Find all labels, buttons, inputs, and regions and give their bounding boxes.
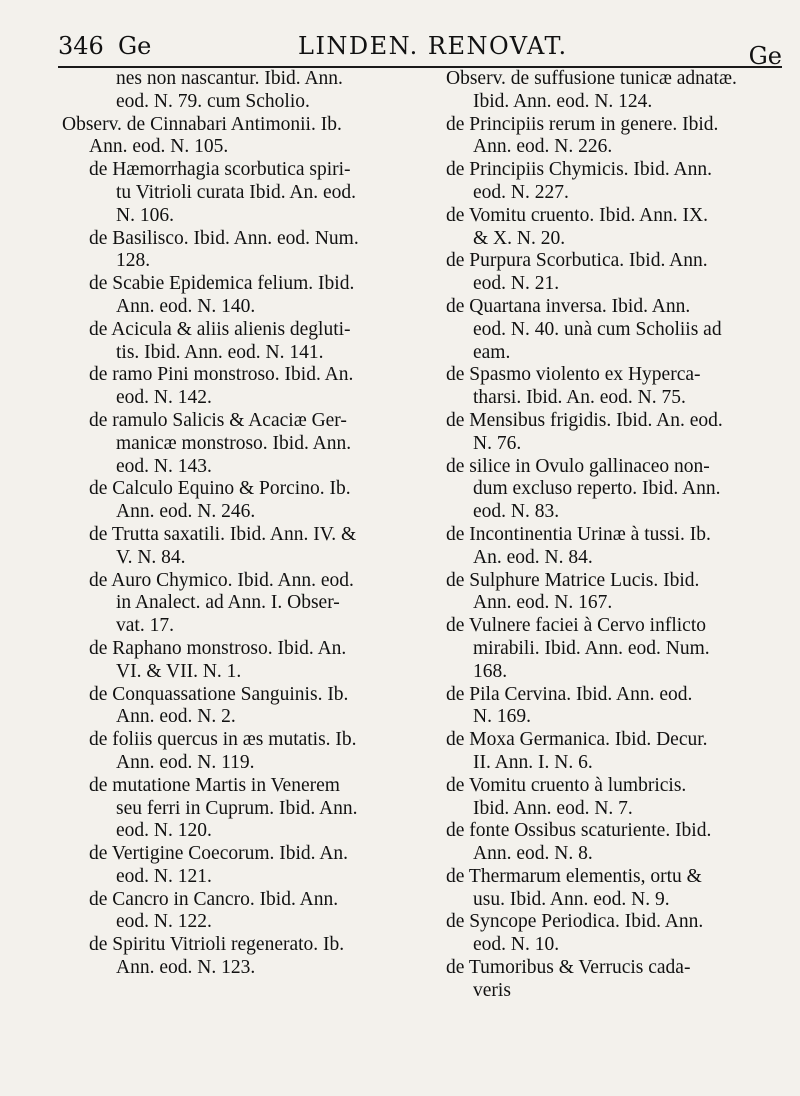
entry-line: de Quartana inversa. Ibid. Ann. bbox=[446, 295, 691, 317]
entry-line: & X. N. 20. bbox=[473, 227, 566, 249]
entry-line: de mutatione Martis in Venerem bbox=[89, 774, 340, 796]
index-entry bbox=[446, 296, 766, 364]
entry-line: de Conquassatione Sanguinis. Ib. bbox=[89, 683, 349, 705]
entry-line: de Hæmorrhagia scorbutica spiri- bbox=[89, 159, 351, 181]
entry-line: Ann. eod. N. 167. bbox=[473, 592, 613, 614]
entry-line: N. 76. bbox=[473, 432, 522, 454]
entry-line: tis. Ibid. Ann. eod. N. 141. bbox=[116, 341, 324, 363]
index-entry bbox=[446, 820, 766, 866]
entry-line: Observ. de Cinnabari Antimonii. Ib. bbox=[62, 113, 342, 135]
index-entry bbox=[446, 410, 766, 456]
entry-line: eod. N. 143. bbox=[116, 455, 212, 477]
index-entry bbox=[446, 205, 766, 251]
entry-line: de Principiis rerum in genere. Ibid. bbox=[446, 113, 719, 135]
entry-line: nes non nascantur. Ibid. Ann. bbox=[116, 68, 343, 89]
entry-line: de Trutta saxatili. Ibid. Ann. IV. & bbox=[89, 523, 357, 545]
entry-line: eod. N. 121. bbox=[116, 865, 212, 887]
index-entry bbox=[446, 250, 766, 296]
right-catchword: Ge bbox=[748, 42, 782, 70]
entry-line: 128. bbox=[116, 250, 151, 272]
index-entry bbox=[62, 410, 407, 478]
entry-line: eod. N. 79. cum Scholio. bbox=[116, 90, 310, 112]
entry-line: de ramulo Salicis & Acaciæ Ger- bbox=[89, 409, 347, 431]
entry-line: de Acicula & aliis alienis degluti- bbox=[89, 318, 351, 340]
entry-line: de Vertigine Coecorum. Ibid. An. bbox=[89, 843, 349, 865]
entry-line: veris bbox=[473, 979, 511, 1001]
entry-line: Ann. eod. N. 140. bbox=[116, 295, 256, 317]
entry-line: de Raphano monstroso. Ibid. An. bbox=[89, 637, 347, 659]
index-entry bbox=[446, 456, 766, 524]
entry-line: tu Vitrioli curata Ibid. An. eod. bbox=[116, 181, 357, 203]
entry-line: de Vulnere faciei à Cervo inflicto bbox=[446, 615, 706, 637]
entry-line: de Scabie Epidemica felium. Ibid. bbox=[89, 273, 355, 295]
entry-line: eod. N. 120. bbox=[116, 820, 212, 842]
entry-line: de Incontinentia Urinæ à tussi. Ib. bbox=[446, 523, 711, 545]
entry-line: eod. N. 83. bbox=[473, 501, 560, 523]
entry-line: Ann. eod. N. 2. bbox=[116, 706, 236, 728]
entry-line: de Principiis Chymicis. Ibid. Ann. bbox=[446, 159, 712, 181]
entry-line: Ann. eod. N. 123. bbox=[116, 957, 256, 979]
index-entry bbox=[446, 729, 766, 775]
entry-line: de Moxa Germanica. Ibid. Decur. bbox=[446, 729, 708, 751]
index-entry bbox=[446, 159, 766, 205]
entry-line: Ann. eod. N. 226. bbox=[473, 136, 613, 158]
index-entry bbox=[62, 729, 407, 775]
entry-line: de Basilisco. Ibid. Ann. eod. Num. bbox=[89, 227, 359, 249]
index-entry bbox=[62, 68, 407, 114]
entry-line: An. eod. N. 84. bbox=[473, 546, 593, 568]
entry-line: de fonte Ossibus scaturiente. Ibid. bbox=[446, 820, 712, 842]
entry-line: dum excluso reperto. Ibid. Ann. bbox=[473, 478, 721, 500]
entry-line: Observ. de suffusione tunicæ adnatæ. bbox=[446, 68, 737, 89]
index-entry bbox=[62, 638, 407, 684]
right-column bbox=[446, 68, 766, 1003]
entry-line: vat. 17. bbox=[116, 615, 174, 637]
entry-line: Ann. eod. N. 119. bbox=[116, 751, 255, 773]
entry-line: de Calculo Equino & Porcino. Ib. bbox=[89, 478, 351, 500]
left-column bbox=[62, 68, 407, 980]
index-entry bbox=[62, 228, 407, 274]
index-entry bbox=[62, 273, 407, 319]
index-entry bbox=[446, 957, 766, 1003]
entry-line: eod. N. 142. bbox=[116, 387, 212, 409]
entry-line: eod. N. 40. unà cum Scholiis ad bbox=[473, 318, 722, 340]
entry-line: N. 106. bbox=[116, 204, 174, 226]
entry-line: usu. Ibid. Ann. eod. N. 9. bbox=[473, 888, 670, 910]
page-header bbox=[58, 30, 782, 68]
entry-line: in Analect. ad Ann. I. Obser- bbox=[116, 592, 340, 614]
page-number: 346 bbox=[58, 32, 104, 60]
entry-line: eod. N. 21. bbox=[473, 273, 560, 295]
entry-line: de Auro Chymico. Ibid. Ann. eod. bbox=[89, 569, 354, 591]
index-entry bbox=[62, 934, 407, 980]
entry-line: de Spiritu Vitrioli regenerato. Ib. bbox=[89, 934, 345, 956]
entry-line: Ann. eod. N. 105. bbox=[89, 136, 229, 158]
entry-line: de Vomitu cruento. Ibid. Ann. IX. bbox=[446, 204, 708, 226]
entry-line: seu ferri in Cuprum. Ibid. Ann. bbox=[116, 797, 358, 819]
entry-line: eod. N. 227. bbox=[473, 181, 569, 203]
index-entry bbox=[446, 911, 766, 957]
index-entry bbox=[62, 684, 407, 730]
entry-line: tharsi. Ibid. An. eod. N. 75. bbox=[473, 387, 686, 409]
left-catchword: Ge bbox=[118, 32, 152, 60]
entry-line: de Syncope Periodica. Ibid. Ann. bbox=[446, 911, 704, 933]
index-entry bbox=[62, 843, 407, 889]
index-entry bbox=[446, 68, 766, 114]
index-entry bbox=[446, 364, 766, 410]
index-entry bbox=[62, 478, 407, 524]
entry-line: de Purpura Scorbutica. Ibid. Ann. bbox=[446, 250, 708, 272]
entry-line: de ramo Pini monstroso. Ibid. An. bbox=[89, 364, 354, 386]
entry-line: VI. & VII. N. 1. bbox=[116, 660, 242, 682]
entry-line: de Spasmo violento ex Hyperca- bbox=[446, 364, 701, 386]
index-entry bbox=[446, 615, 766, 683]
entry-line: de silice in Ovulo gallinaceo non- bbox=[446, 455, 710, 477]
index-entry bbox=[446, 684, 766, 730]
index-entry bbox=[62, 364, 407, 410]
entry-line: Ann. eod. N. 8. bbox=[473, 843, 593, 865]
entry-line: de foliis quercus in æs mutatis. Ib. bbox=[89, 729, 357, 751]
entry-line: Ann. eod. N. 246. bbox=[116, 501, 256, 523]
index-entry bbox=[62, 114, 407, 160]
index-entry bbox=[446, 775, 766, 821]
entry-line: de Vomitu cruento à lumbricis. bbox=[446, 774, 687, 796]
index-entry bbox=[62, 319, 407, 365]
running-title: LINDEN. RENOVAT. bbox=[298, 32, 568, 60]
index-entry bbox=[62, 570, 407, 638]
entry-line: eam. bbox=[473, 341, 511, 363]
index-entry bbox=[62, 889, 407, 935]
entry-line: V. N. 84. bbox=[116, 546, 186, 568]
index-entry bbox=[62, 159, 407, 227]
entry-line: de Mensibus frigidis. Ibid. An. eod. bbox=[446, 409, 723, 431]
entry-line: de Tumoribus & Verrucis cada- bbox=[446, 957, 691, 979]
entry-line: eod. N. 122. bbox=[116, 911, 212, 933]
index-entry bbox=[62, 775, 407, 843]
entry-line: II. Ann. I. N. 6. bbox=[473, 751, 593, 773]
entry-line: mirabili. Ibid. Ann. eod. Num. bbox=[473, 637, 710, 659]
entry-line: de Thermarum elementis, ortu & bbox=[446, 865, 702, 887]
entry-line: de Pila Cervina. Ibid. Ann. eod. bbox=[446, 683, 693, 705]
index-entry bbox=[446, 570, 766, 616]
entry-line: de Cancro in Cancro. Ibid. Ann. bbox=[89, 888, 339, 910]
entry-line: Ibid. Ann. eod. N. 7. bbox=[473, 797, 633, 819]
entry-line: 168. bbox=[473, 660, 508, 682]
entry-line: manicæ monstroso. Ibid. Ann. bbox=[116, 432, 352, 454]
index-entry bbox=[446, 114, 766, 160]
entry-line: eod. N. 10. bbox=[473, 934, 560, 956]
entry-line: de Sulphure Matrice Lucis. Ibid. bbox=[446, 569, 700, 591]
entry-line: N. 169. bbox=[473, 706, 531, 728]
index-entry bbox=[446, 524, 766, 570]
entry-line: Ibid. Ann. eod. N. 124. bbox=[473, 90, 653, 112]
index-entry bbox=[446, 866, 766, 912]
index-entry bbox=[62, 524, 407, 570]
